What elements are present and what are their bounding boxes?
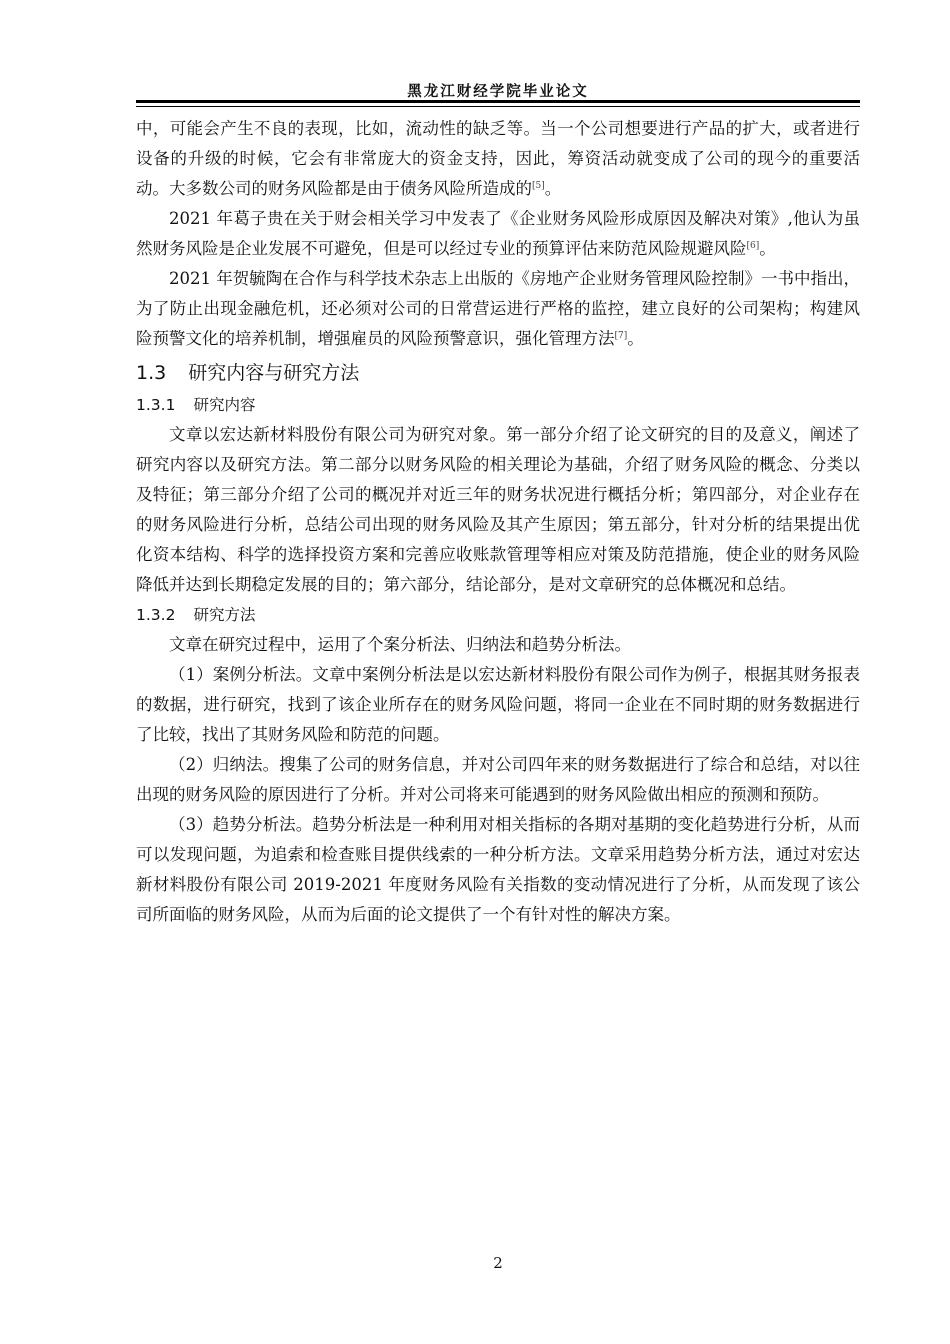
page-number: 2	[493, 1254, 503, 1272]
subsection-number: 1.3.1	[136, 396, 176, 414]
citation-ref: [5]	[532, 181, 545, 191]
citation-ref: [7]	[614, 331, 628, 341]
paragraph-trend-analysis: （3）趋势分析法。趋势分析法是一种利用对相关指标的各期对基期的变化趋势进行分析，从而可以发现问题，为追索和检查账目提供线索的一种分析方法。文章采用趋势分析方法，通过对宏达新材料股份有限公司 2019-2021 年度财务风险有关指数的变动情况进行了分析，从而发现了该公司所面临的财务风险，从而为后面的论文提供了一个有针对性的解决方案。	[136, 815, 860, 924]
citation-ref: [6]	[746, 241, 760, 251]
subsection-title: 研究内容	[193, 396, 256, 414]
header-rule-thin	[136, 106, 860, 107]
subsection-title: 研究方法	[193, 606, 256, 624]
page-header-title: 黑龙江财经学院毕业论文	[407, 83, 589, 100]
paragraph-case-analysis: （1）案例分析法。文章中案例分析法是以宏达新材料股份有限公司作为例子，根据其财务报表的数据，进行研究，找到了该企业所存在的财务风险问题，将同一企业在不同时期的财务数据进行了比较，找出了其财务风险和防范的问题。	[136, 665, 860, 744]
paragraph-end: 。	[759, 239, 776, 258]
section-heading	[136, 356, 860, 390]
paragraph-end: 。	[627, 329, 644, 348]
paragraph-induction: （2）归纳法。搜集了公司的财务信息，并对公司四年来的财务数据进行了综合和总结，对以往出现的财务风险的原因进行了分析。并对公司将来可能遇到的财务风险做出相应的预测和预防。	[136, 755, 860, 804]
subsection-heading-method	[136, 600, 860, 630]
paragraph-methods-intro: 文章在研究过程中，运用了个案分析法、归纳法和趋势分析法。	[169, 635, 631, 654]
paragraph-end: 。	[544, 179, 562, 198]
section-number: 1.3	[136, 362, 167, 384]
paragraph-text: 2021 年葛子贵在关于财会相关学习中发表了《企业财务风险形成原因及解决对策》,他认为虽然财务风险是企业发展不可避免，但是可以经过专业的预算评估来防范风险规避风险	[136, 209, 860, 258]
header-rule-thick	[136, 100, 860, 103]
paragraph-continuation	[136, 114, 860, 204]
section-title: 研究内容与研究方法	[188, 362, 360, 384]
paragraph-ge	[136, 204, 860, 264]
paragraph-research-content: 文章以宏达新材料股份有限公司为研究对象。第一部分介绍了论文研究的目的及意义，阐述了研究内容以及研究方法。第二部分以财务风险的相关理论为基础，介绍了财务风险的概念、分类以及特征；第三部分介绍了公司的概况并对近三年的财务状况进行概括分析；第四部分，对企业存在的财务风险进行分析，总结公司出现的财务风险及其产生原因；第五部分，针对分析的结果提出优化资本结构、科学的选择投资方案和完善应收账款管理等相应对策及防范措施，使企业的财务风险降低并达到长期稳定发展的目的；第六部分，结论部分，是对文章研究的总体概况和总结。	[136, 425, 860, 594]
paragraph-he	[136, 264, 860, 354]
paragraph-text: 中，可能会产生不良的表现，比如，流动性的缺乏等。当一个公司想要进行产品的扩大，或者进行设备的升级的时候，它会有非常庞大的资金支持，因此，筹资活动就变成了公司的现今的重要活动。大多数公司的财务风险都是由于债务风险所造成的	[136, 119, 860, 198]
subsection-heading-content	[136, 390, 860, 420]
paragraph-text: 2021 年贺毓陶在合作与科学技术杂志上出版的《房地产企业财务管理风险控制》一书中指出，为了防止出现金融危机，还必须对公司的日常营运进行严格的监控，建立良好的公司架构；构建风险预警文化的培养机制，增强雇员的风险预警意识，强化管理方法	[136, 269, 860, 348]
document-body	[136, 114, 860, 930]
subsection-number: 1.3.2	[136, 606, 176, 624]
